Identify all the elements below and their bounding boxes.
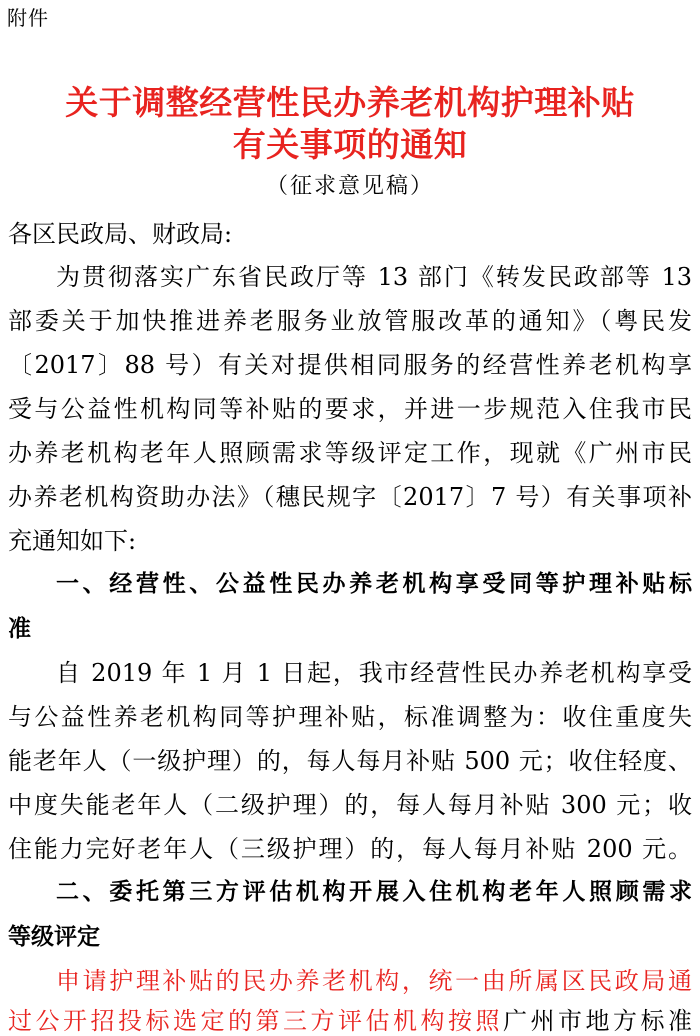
section-2-heading: 二、委托第三方评估机构开展入住机构老年人照顾需求 xyxy=(56,879,692,905)
section-1-line: 住能力完好老年人（三级护理）的，每人每月补贴 200 元。 xyxy=(8,835,692,863)
intro-line: 部委关于加快推进养老服务业放管服改革的通知》（粤民发 xyxy=(8,307,692,335)
salutation: 各区民政局、财政局: xyxy=(8,220,233,248)
intro-line: 受与公益性机构同等补贴的要求，并进一步规范入住我市民 xyxy=(8,395,692,423)
attachment-label: 附件 xyxy=(7,6,49,30)
section-1-heading: 一、经营性、公益性民办养老机构享受同等护理补贴标 xyxy=(56,571,692,597)
section-1-heading-cont: 准 xyxy=(8,616,31,642)
section-2-line-red-part: 过公开招投标选定的第三方评估机构按照 xyxy=(8,1007,503,1035)
intro-line: 〔2017〕88 号）有关对提供相同服务的经营性养老机构享 xyxy=(8,351,692,379)
intro-line: 为贯彻落实广东省民政厅等 13 部门《转发民政部等 13 xyxy=(56,263,692,291)
intro-line: 办养老机构资助办法》（穗民规字〔2017〕7 号）有关事项补 xyxy=(8,483,692,511)
section-1-line: 与公益性养老机构同等护理补贴，标准调整为：收住重度失 xyxy=(8,703,692,731)
section-1-line: 自 2019 年 1 月 1 日起，我市经营性民办养老机构享受 xyxy=(56,659,692,687)
document-title-line-2: 有关事项的通知 xyxy=(232,125,468,164)
intro-line: 办养老机构老年人照顾需求等级评定工作，现就《广州市民 xyxy=(8,439,692,467)
section-2-line-red: 申请护理补贴的民办养老机构，统一由所属区民政局通 xyxy=(56,967,692,995)
document-title-line-1: 关于调整经营性民办养老机构护理补贴 xyxy=(65,83,635,122)
intro-line: 充通知如下: xyxy=(8,527,137,555)
section-1-line: 中度失能老年人（二级护理）的，每人每月补贴 300 元；收 xyxy=(8,791,692,819)
section-2-line xyxy=(8,1006,692,1036)
section-2-heading-cont: 等级评定 xyxy=(8,924,100,950)
document-subtitle: （征求意见稿） xyxy=(265,174,434,199)
section-2-line-black-part: 广州市地方标准 xyxy=(503,1007,692,1035)
section-1-line: 能老年人（一级护理）的，每人每月补贴 500 元；收住轻度、 xyxy=(8,747,692,775)
